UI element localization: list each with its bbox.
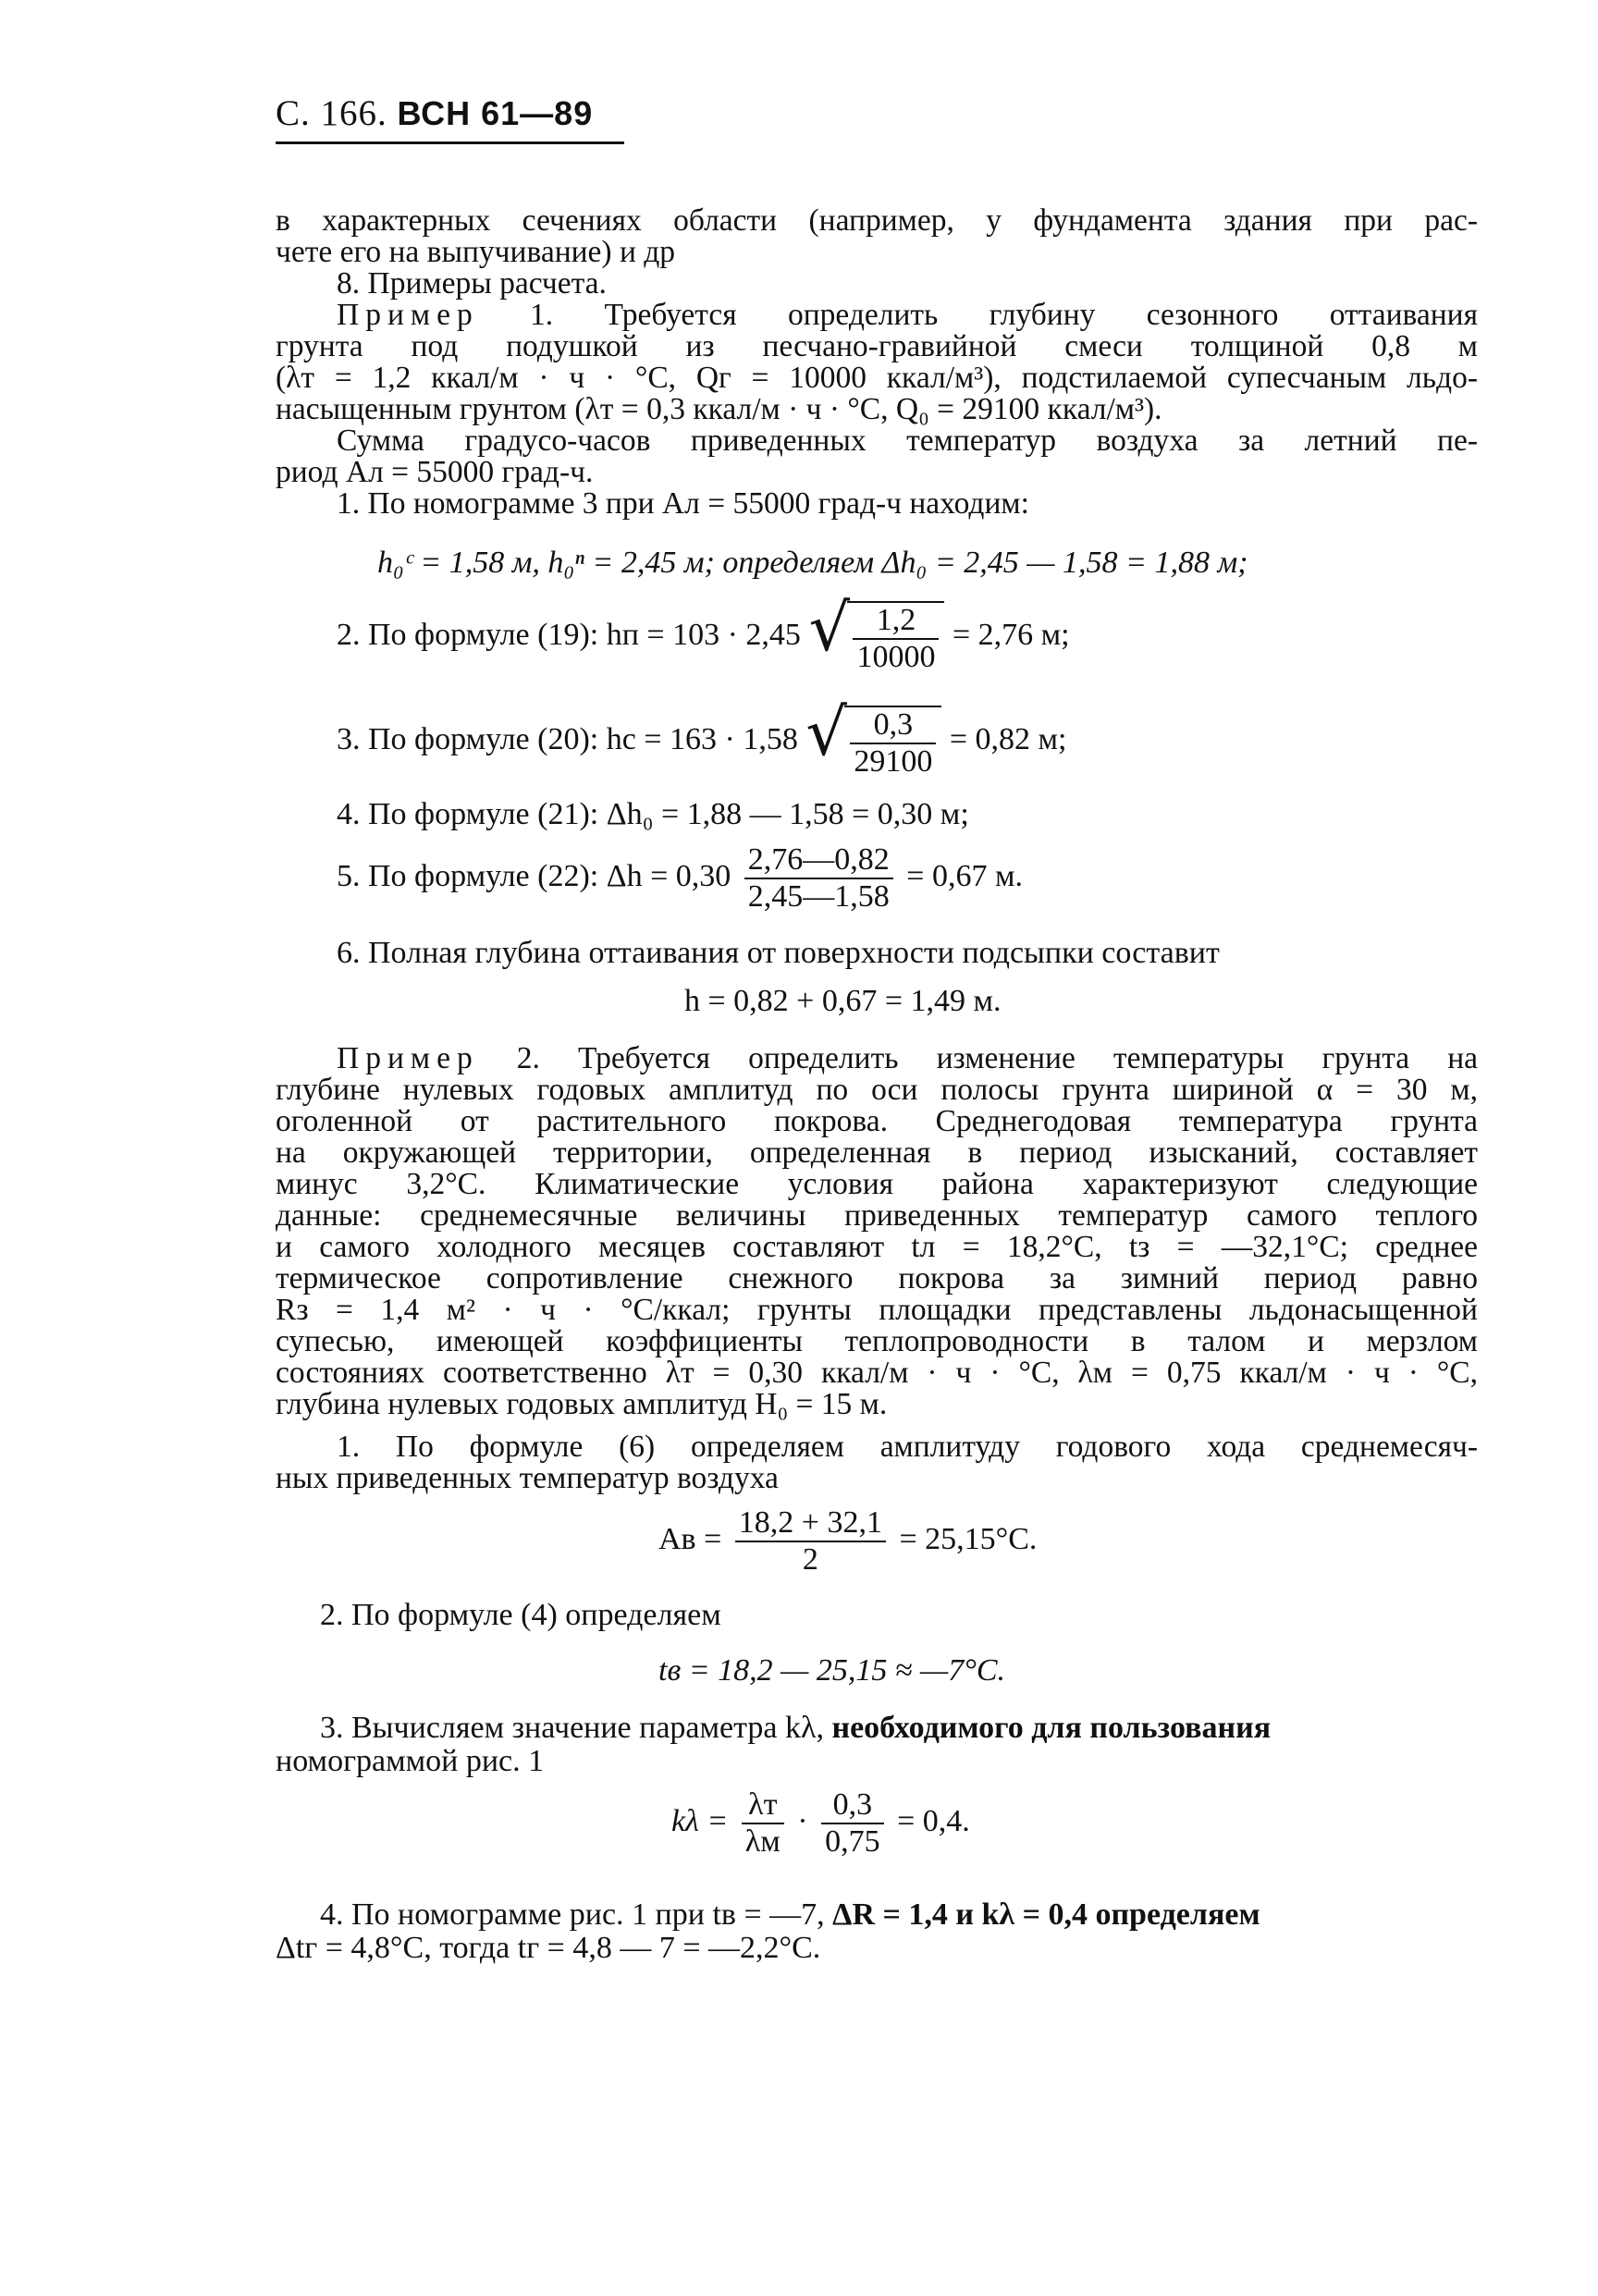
sqrt: √ $\frac{0,3}{29100}$ (805, 706, 941, 778)
paragraph-line: в характерных сечениях области (например, у фундамента здания при рас- (276, 203, 1478, 238)
formula-text: = 25,15°С. (899, 1521, 1038, 1556)
formula-t2: tв = 18,2 — 25,15 ≈ —7°С. (658, 1653, 1006, 1688)
formula-text: = 0,82 м; (949, 721, 1067, 756)
example-2-line: данные: среднемесячные величины приведенных температур самого теплого (276, 1198, 1478, 1233)
fraction-numerator: 2,76—0,82 (744, 844, 893, 879)
formula-text: = 0,67 м. (906, 858, 1023, 893)
formula-text: 3. По формуле (20): hс = 163 · 1,58 (337, 721, 798, 756)
paragraph-line: чете его на выпучивание) и др (276, 235, 676, 269)
paragraph-line: риод Ал = 55000 град-ч. (276, 455, 594, 489)
fraction-denominator: 10000 (856, 640, 936, 674)
formula-t1 (658, 1507, 1037, 1576)
example-2-line: Rз = 1,4 м² · ч · °С/ккал; грунты площадки представлены льдонасыщенной (276, 1293, 1478, 1327)
step-line: 1. По номограмме 3 при Ал = 55000 град-ч находим: (337, 486, 1029, 521)
formula-text: · (797, 1803, 808, 1838)
example-label: Пример (337, 298, 479, 332)
formula-s2 (337, 590, 1070, 674)
example-text: 1. Требуется определить глубину сезонного оттаивания (478, 298, 1478, 332)
formula-text: 5. По формуле (22): Δh = 0,30 (337, 858, 731, 893)
paragraph-line: Сумма градусо-часов приведенных температур воздуха за летний пе- (337, 424, 1478, 458)
example-2-line: минус 3,2°С. Климатические условия района характеризуют следующие (276, 1167, 1478, 1201)
example-1-line: насыщенным грунтом (λт = 0,3 ккал/м · ч · °С, Q₀ = 29100 ккал/м³). (276, 392, 1162, 426)
example-2-line: на окружающей территории, определенная в период изысканий, составляет (276, 1136, 1478, 1170)
page-prefix: С. (276, 93, 311, 133)
step-text: 3. Вычисляем значение параметра kλ, (320, 1711, 832, 1745)
step-line (320, 1711, 1271, 1746)
formula-t3 (671, 1789, 970, 1858)
example-1-line: грунта под подушкой из песчано-гравийной смеси толщиной 0,8 м (276, 329, 1478, 363)
example-text: 2. Требуется определить изменение температуры грунта на (478, 1041, 1478, 1075)
header-rule (276, 141, 624, 144)
formula-s6: h = 0,82 + 0,67 = 1,49 м. (684, 984, 1002, 1018)
fraction-numerator: 18,2 + 32,1 (735, 1507, 886, 1542)
fraction-denominator: 29100 (854, 744, 933, 779)
fraction-numerator: λт (742, 1789, 784, 1824)
step-line: Δtг = 4,8°С, тогда tг = 4,8 — 7 = —2,2°С. (276, 1931, 821, 1965)
example-label: Пример (337, 1041, 479, 1075)
formula-s3 (337, 694, 1067, 779)
formula-s5 (337, 844, 1023, 913)
step-line (320, 1897, 1260, 1933)
example-2-line (337, 1043, 1478, 1074)
example-1-line: (λт = 1,2 ккал/м · ч · °С, Qг = 10000 ккал/м³), подстилаемой супесчаным льдо- (276, 361, 1478, 395)
page-number: 166. (320, 93, 387, 133)
fraction-denominator: 2,45—1,58 (747, 879, 890, 914)
fraction-numerator: 0,3 (850, 709, 936, 744)
example-2-line: глубине нулевых годовых амплитуд по оси полосы грунта шириной α = 30 м, (276, 1073, 1478, 1107)
section-heading: 8. Примеры расчета. (337, 266, 607, 301)
formula-text: Ав = (658, 1521, 722, 1556)
step-line: ных приведенных температур воздуха (276, 1461, 779, 1495)
fraction-denominator: λм (744, 1824, 781, 1859)
step-line: 6. Полная глубина оттаивания от поверхности подсыпки составит (337, 936, 1220, 970)
formula-text: = 2,76 м; (952, 617, 1070, 652)
step-text-bold: необходимого для пользования (831, 1711, 1272, 1745)
step-line: 1. По формуле (6) определяем амплитуду годового хода среднемесяч- (337, 1430, 1478, 1464)
document-code: ВСН 61—89 (397, 94, 594, 132)
formula-text: kλ = (671, 1803, 729, 1838)
step-text-bold: ΔR = 1,4 и kλ = 0,4 определяем (832, 1897, 1260, 1932)
formula-text: 2. По формуле (19): hп = 103 · 2,45 (337, 617, 801, 652)
page-header (276, 92, 593, 134)
example-2-line: глубина нулевых годовых амплитуд H₀ = 15 м. (276, 1387, 888, 1421)
example-1-line (337, 300, 1478, 331)
example-2-line: оголенной от растительного покрова. Среднегодовая температура грунта (276, 1104, 1478, 1138)
formula-text: = 0,4. (897, 1803, 970, 1838)
fraction-numerator: 0,3 (821, 1789, 884, 1824)
fraction-numerator: 1,2 (853, 605, 939, 640)
formula-s1: h₀ᶜ = 1,58 м, h₀ⁿ = 2,45 м; определяем Δh₀ = 2,45 — 1,58 = 1,88 м; (377, 546, 1248, 580)
fraction-denominator: 0,75 (825, 1824, 880, 1859)
example-2-line: и самого холодного месяцев составляют tл = 18,2°С, tз = —32,1°С; среднее (276, 1230, 1478, 1264)
fraction-denominator: 2 (802, 1542, 818, 1577)
step-line: 2. По формуле (4) определяем (320, 1598, 721, 1632)
step-line: номограммой рис. 1 (276, 1744, 545, 1778)
step-text: 4. По номограмме рис. 1 при tв = —7, (320, 1897, 833, 1932)
example-2-line: термическое сопротивление снежного покрова за зимний период равно (276, 1261, 1478, 1295)
sqrt: √ $\frac{1,2}{10000}$ (808, 601, 944, 673)
example-2-line: состояниях соответственно λт = 0,30 ккал/м · ч · °С, λм = 0,75 ккал/м · ч · °С, (276, 1356, 1478, 1390)
formula-s4: 4. По формуле (21): Δh₀ = 1,88 — 1,58 = 0,30 м; (337, 797, 969, 831)
example-2-line: супесью, имеющей коэффициенты теплопроводности в талом и мерзлом (276, 1324, 1478, 1358)
